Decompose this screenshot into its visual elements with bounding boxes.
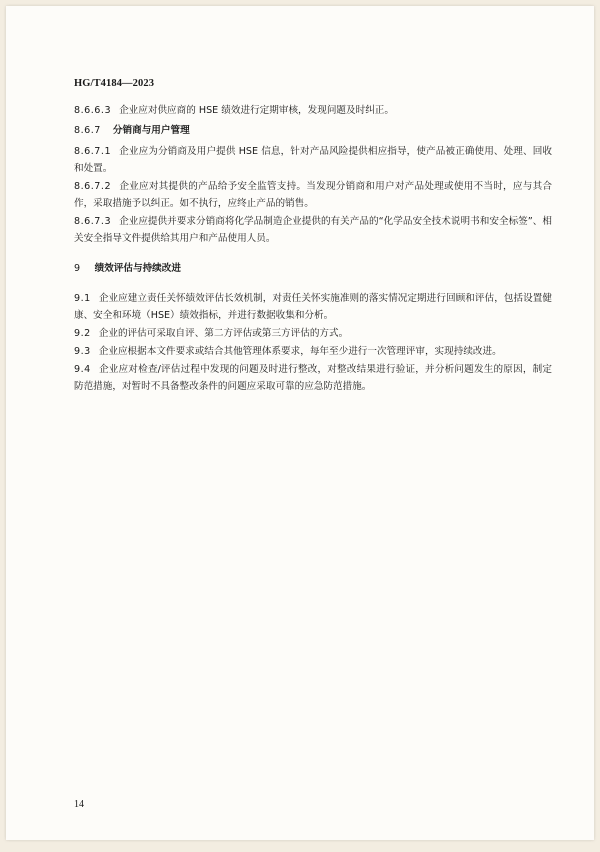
clause-text: 企业应建立责任关怀绩效评估长效机制，对责任关怀实施准则的落实情况定期进行回顾和评估，包括设置健康、安全和环境（HSE）绩效指标，并进行数据收集和分析。 [74, 293, 552, 321]
clause-paragraph [74, 102, 552, 119]
clause-paragraph [74, 325, 552, 342]
clause-text: 分销商与用户管理 [112, 125, 190, 136]
chapter-heading [74, 260, 552, 277]
clause-number: 9.3 [74, 346, 91, 357]
clause-paragraph [74, 361, 552, 395]
clause-paragraph [74, 143, 552, 177]
document-code: HG/T4184—2023 [74, 78, 155, 89]
clause-text: 企业应对供应商的 HSE 绩效进行定期审核，发现问题及时纠正。 [119, 105, 394, 116]
clause-number: 8.6.7 [74, 125, 101, 136]
clause-number: 8.6.6.3 [74, 105, 112, 116]
clause-text: 绩效评估与持续改进 [94, 263, 181, 274]
clause-number: 9.1 [74, 293, 91, 304]
clause-text: 企业应对检查/评估过程中发现的问题及时进行整改，对整改结果进行验证，并分析问题发生的原因，制定防范措施，对暂时不具备整改条件的问题应采取可靠的应急防范措施。 [74, 364, 552, 392]
clause-number: 8.6.7.1 [74, 146, 112, 157]
clause-paragraph [74, 343, 552, 360]
document-body [74, 102, 552, 396]
section-heading [74, 122, 552, 139]
clause-paragraph [74, 290, 552, 324]
clause-number: 9.2 [74, 328, 91, 339]
clause-text: 企业的评估可采取自评、第二方评估或第三方评估的方式。 [98, 328, 349, 339]
clause-number: 9.4 [74, 364, 91, 375]
clause-paragraph [74, 213, 552, 247]
clause-paragraph [74, 178, 552, 212]
clause-text: 企业应对其提供的产品给予安全监管支持。当发现分销商和用户对产品处理或使用不当时，应与其合作，采取措施予以纠正。如不执行，应终止产品的销售。 [74, 181, 552, 209]
clause-number: 9 [74, 263, 81, 274]
clause-number: 8.6.7.3 [74, 216, 112, 227]
clause-text: 企业应根据本文件要求或结合其他管理体系要求，每年至少进行一次管理评审，实现持续改进。 [98, 346, 502, 357]
clause-text: 企业应提供并要求分销商将化学品制造企业提供的有关产品的“化学品安全技术说明书和安全标签”、相关安全指导文件提供给其用户和产品使用人员。 [74, 216, 552, 244]
page-number: 14 [74, 799, 84, 810]
clause-text: 企业应为分销商及用户提供 HSE 信息，针对产品风险提供相应指导，使产品被正确使用、处理、回收和处置。 [74, 146, 552, 174]
clause-number: 8.6.7.2 [74, 181, 112, 192]
document-page [6, 6, 594, 840]
